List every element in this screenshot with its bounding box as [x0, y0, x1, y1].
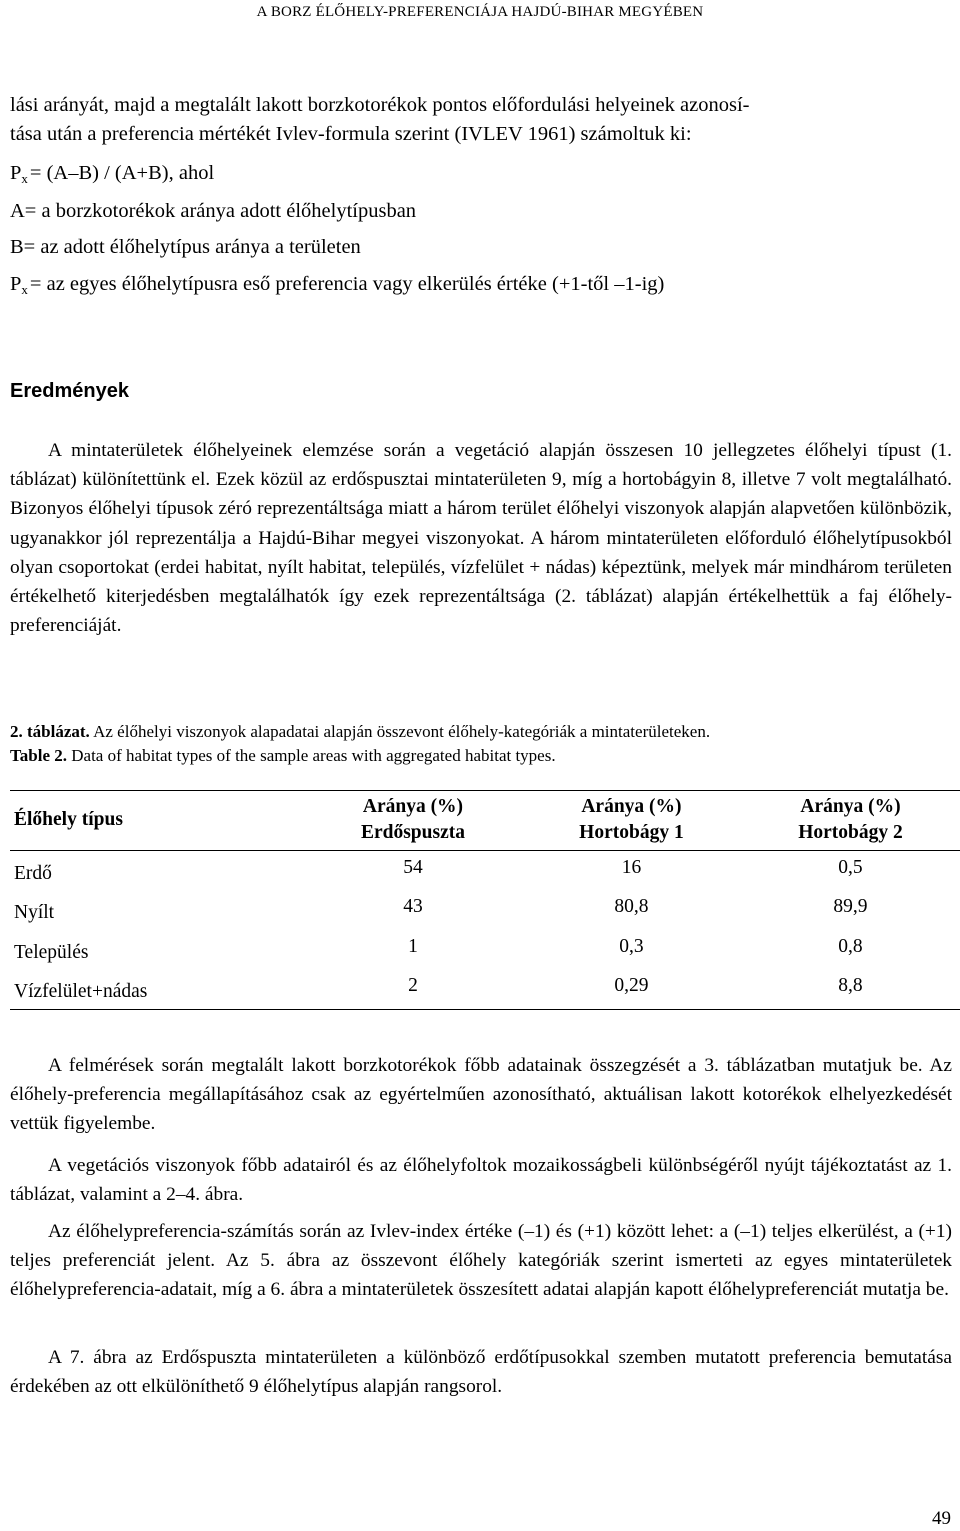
column-header-hortobagy-2	[741, 791, 960, 851]
table-row	[10, 930, 960, 970]
table-cell-value: 0,5	[838, 856, 863, 878]
table-cell-habitat: Vízfelület+nádas	[10, 970, 304, 1010]
table-cell-value: 0,8	[838, 935, 863, 957]
column-header-line: Aránya (%)	[581, 796, 682, 817]
column-header-hortobagy-1	[522, 791, 741, 851]
table-cell-value: 0,29	[522, 970, 741, 1010]
body-paragraph-1: A felmérések során megtalált lakott borzkotorékok főbb adatainak összegzését a 3. táblázatban mutatjuk be. Az élőhely-preferencia megállapításához csak az egyértelműen azonosítható, aktuálisan lakott kotorékok elhelyezkedését vettük figyelembe.	[10, 1055, 952, 1135]
formula-symbol: P	[10, 162, 22, 184]
table-cell-value: 54	[403, 856, 423, 878]
table-caption-en	[10, 744, 556, 768]
page-number: 49	[932, 1508, 951, 1529]
definition-px-symbol: P	[10, 273, 22, 295]
column-header-habitat	[10, 791, 304, 851]
body-paragraph-3: Az élőhelypreferencia-számítás során az Ivlev-index értéke (–1) és (+1) között lehet: a (–1) teljes elkerülést, a (+1) teljes preferenciát jelent. Az 5. ábra az összevont élőhely kategóriák szerint ismerteti az egyes mintaterületek élőhelypreferencia-adatait, míg a 6. ábra a mintaterületek összesített adatai alapján kapott élőhelypreferenciát mutatja be.	[10, 1221, 952, 1301]
table-caption-hu-text: Az élőhelyi viszonyok alapadatai alapján összevont élőhely-kategóriák a mintaterületeken.	[89, 722, 711, 741]
definition-a: A= a borzkotorékok aránya adott élőhelytípusban	[10, 200, 417, 222]
intro-line-1: lási arányát, majd a megtalált lakott borzkotorékok pontos előfordulási helyeinek azonosí-	[10, 94, 750, 116]
section-heading: Eredmények	[10, 380, 129, 402]
table-row	[10, 970, 960, 1010]
table-cell-value: 8,8	[741, 970, 960, 1010]
definition-px-text: = az egyes élőhelytípusra eső preferencia vagy elkerülés értéke (+1-től –1-ig)	[29, 273, 665, 295]
table-cell-habitat: Nyílt	[14, 902, 55, 924]
table-caption-hu-label: 2. táblázat.	[10, 722, 90, 741]
column-header-habitat-label: Élőhely típus	[14, 809, 123, 830]
formula	[10, 160, 214, 192]
table-caption-en-text: Data of habitat types of the sample areas with aggregated habitat types.	[67, 746, 556, 765]
table-cell-value: 0,3	[619, 935, 644, 957]
formula-subscript: x	[21, 171, 28, 186]
running-header: A BORZ ÉLŐHELY-PREFERENCIÁJA HAJDÚ-BIHAR MEGYÉBEN	[256, 4, 704, 20]
table-cell-habitat: Település	[14, 941, 89, 963]
table-cell-value: 16	[621, 856, 642, 878]
intro-line-2: tása után a preferencia mértékét Ivlev-formula szerint (IVLEV 1961) számoltuk ki:	[10, 123, 692, 145]
column-header-line: Hortobágy 1	[579, 822, 684, 843]
column-header-line: Erdőspuszta	[360, 822, 465, 843]
table-header-row	[10, 791, 960, 851]
definition-px	[10, 271, 664, 303]
table-cell-value: 1	[408, 935, 418, 957]
table-cell-value: 80,8	[614, 896, 649, 918]
formula-expression: = (A–B) / (A+B), ahol	[29, 162, 215, 184]
column-header-line: Aránya (%)	[800, 796, 901, 817]
table-cell-value: 43	[403, 896, 423, 918]
column-header-erdospuszta	[304, 791, 522, 851]
body-paragraph-2: A vegetációs viszonyok főbb adatairól és az élőhelyfoltok mozaikosságbeli különbségéről nyújt tájékoztatást az 1. táblázat, valamint a 2–4. ábra.	[10, 1155, 952, 1206]
body-paragraph-4: A 7. ábra az Erdőspuszta mintaterületen a különböző erdőtípusokkal szemben mutatott preferencia bemutatása érdekében az ott elkülöníthető 9 élőhelytípus alapján rangsorol.	[10, 1347, 952, 1398]
column-header-line: Aránya (%)	[362, 796, 464, 817]
table-caption-en-label: Table 2.	[10, 746, 68, 765]
table-caption-hu	[10, 720, 710, 744]
table-row	[10, 851, 960, 891]
table-row	[10, 891, 960, 931]
table-cell-habitat: Erdő	[14, 862, 52, 884]
results-paragraph: A mintaterületek élőhelyeinek elemzése során a vegetáció alapján összesen 10 jellegzetes élőhelyi típust (1. táblázat) különítettünk el. Ezek közül az erdőspusztai mintaterületen 9, míg a hortobágyin 8, illetve 7 volt megtalálható. Bizonyos élőhelyi típusok zéró reprezentáltsága miatt a három terület élőhelyi viszonyok alapján alapvetően különbözik, ugyanakkor jól reprezentálja a Hajdú-Bihar megyei viszonyokat. A három mintaterületen előforduló élőhelytípusokból olyan csoportokat (erdei habitat, nyílt habitat, település, vízfelület + nádas) képeztünk, melyek már mindhárom területen értékelhető kiterjedésben megtalálhatók így ezek reprezentáltsága (2. táblázat) alapján értékelhettük a faj élőhely-preferenciáját.	[10, 440, 952, 637]
table-cell-value: 89,9	[833, 896, 868, 918]
definition-px-subscript: x	[21, 282, 28, 297]
definition-b: B= az adott élőhelytípus aránya a területen	[10, 236, 361, 258]
habitat-table	[10, 790, 960, 1010]
table-cell-value: 2	[304, 970, 522, 1010]
column-header-line: Hortobágy 2	[798, 822, 903, 843]
